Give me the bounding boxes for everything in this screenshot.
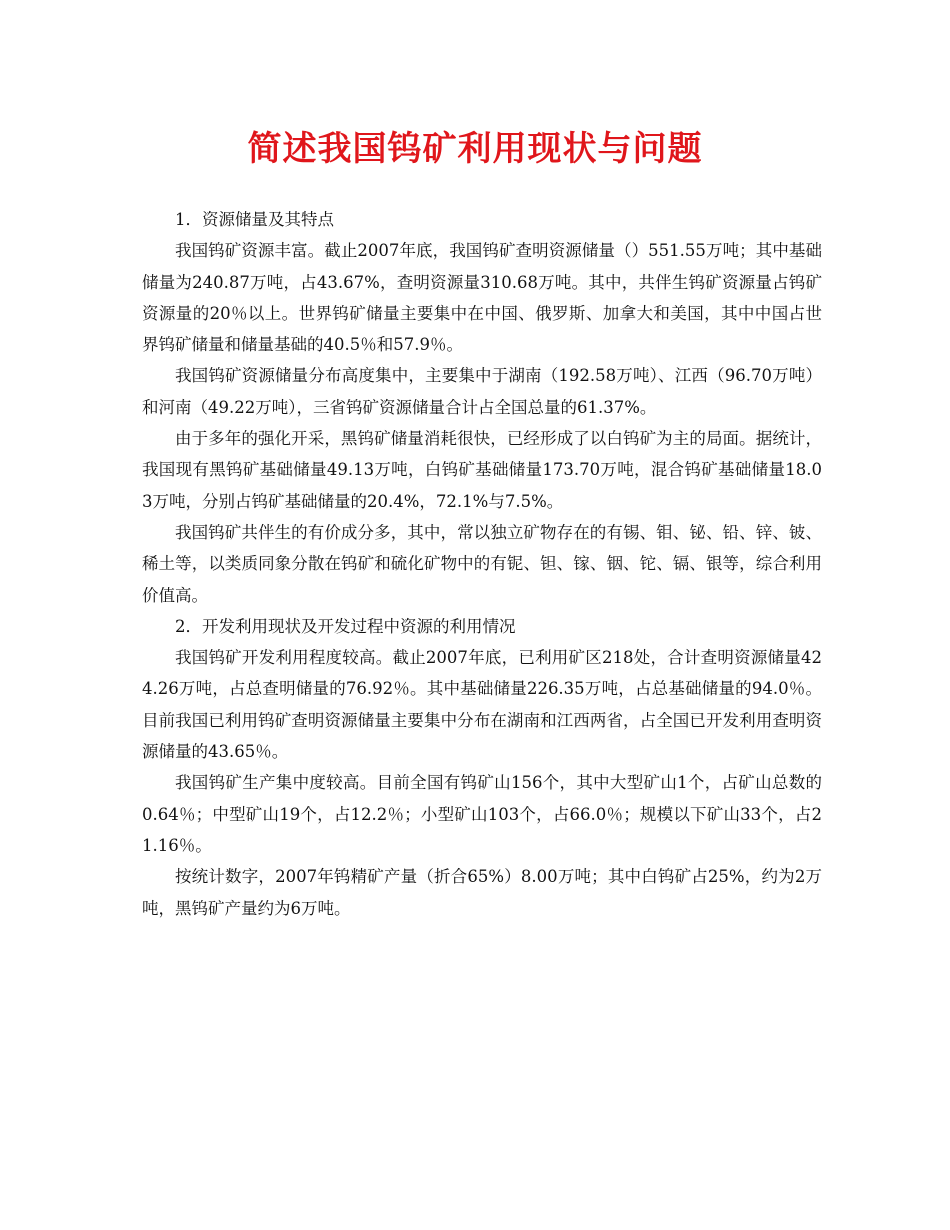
- paragraph: 由于多年的强化开采，黑钨矿储量消耗很快，已经形成了以白钨矿为主的局面。据统计，我国现有黑钨矿基础储量49.13万吨，白钨矿基础储量173.70万吨，混合钨矿基础储量18.03万吨，分别占钨矿基础储量的20.4%，72.1%与7.5%。: [142, 429, 822, 511]
- paragraph: 我国钨矿资源储量分布高度集中，主要集中于湖南（192.58万吨）、江西（96.70万吨）和河南（49.22万吨），三省钨矿资源储量合计占全国总量的61.37%。: [142, 366, 822, 417]
- paragraph: 按统计数字，2007年钨精矿产量（折合65%）8.00万吨；其中白钨矿占25%，约为2万吨，黑钨矿产量约为6万吨。: [142, 867, 822, 918]
- section-heading: 1．资源储量及其特点: [175, 210, 334, 229]
- section-heading: 2．开发利用现状及开发过程中资源的利用情况: [175, 616, 516, 636]
- paragraph: 我国钨矿资源丰富。截止2007年底，我国钨矿查明资源储量（）551.55万吨；其中基础储量为240.87万吨，占43.67%，查明资源量310.68万吨。其中，共伴生钨矿资源量占钨矿资源量的20％以上。世界钨矿储量主要集中在中国、俄罗斯、加拿大和美国，其中中国占世界钨矿储量和储量基础的40.5％和57.9％。: [142, 241, 822, 355]
- document-body: [142, 204, 822, 924]
- paragraph: 我国钨矿生产集中度较高。目前全国有钨矿山156个，其中大型矿山1个，占矿山总数的0.64％；中型矿山19个，占12.2％；小型矿山103个，占66.0％；规模以下矿山33个，占21.16％。: [142, 773, 822, 855]
- paragraph: 我国钨矿开发利用程度较高。截止2007年底，已利用矿区218处，合计查明资源储量424.26万吨，占总查明储量的76.92％。其中基础储量226.35万吨，占总基础储量的94.0％。目前我国已利用钨矿查明资源储量主要集中分布在湖南和江西两省，占全国已开发利用查明资源储量的43.65％。: [142, 648, 822, 762]
- document-title: 简述我国钨矿利用现状与问题: [247, 129, 703, 169]
- paragraph: 我国钨矿共伴生的有价成分多，其中，常以独立矿物存在的有锡、钼、铋、铅、锌、铍、稀土等，以类质同象分散在钨矿和硫化矿物中的有铌、钽、镓、铟、铊、镉、银等，综合利用价值高。: [142, 522, 822, 605]
